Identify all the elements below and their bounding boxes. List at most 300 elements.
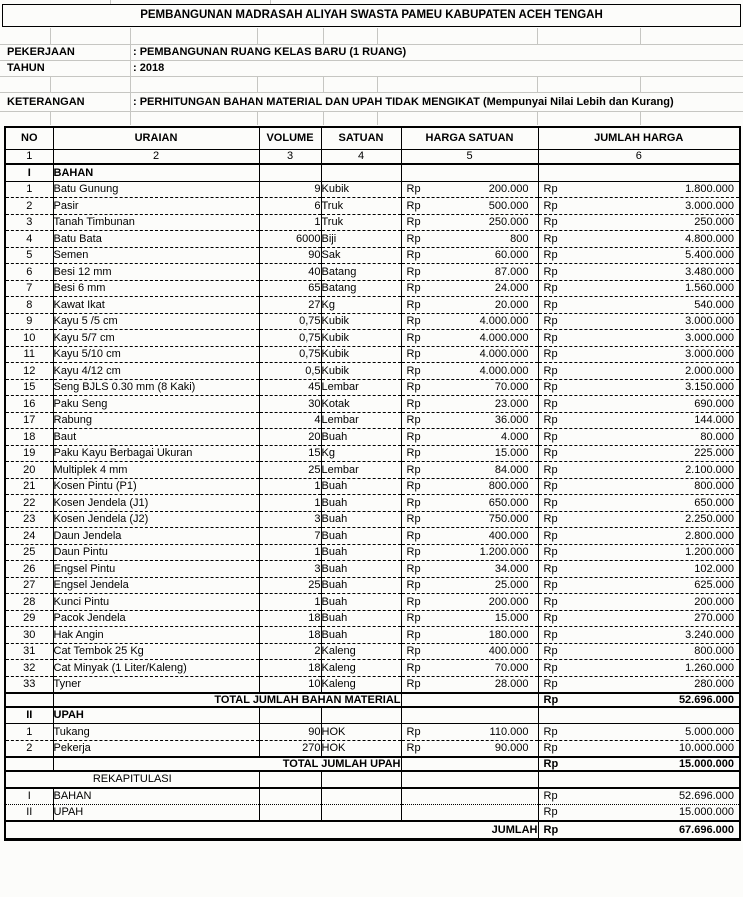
volume-cell: 7 — [259, 528, 321, 545]
empty-cell — [538, 707, 740, 724]
gridline — [377, 28, 378, 44]
row-number: 18 — [5, 429, 53, 446]
harga-satuan-cell — [401, 445, 538, 462]
jumlah-harga-cell — [538, 346, 740, 363]
currency-label: Rp — [406, 496, 421, 509]
uraian-cell: Tyner — [53, 676, 259, 693]
money-wrap — [402, 249, 538, 261]
empty-cell — [321, 804, 401, 821]
currency-label: Rp — [406, 183, 421, 196]
jumlah-harga-cell — [538, 214, 740, 231]
harga-satuan-cell — [401, 544, 538, 561]
jumlah-harga-cell — [538, 577, 740, 594]
currency-label: Rp — [543, 282, 558, 295]
tahun-value: : 2018 — [133, 62, 165, 74]
pekerjaan-value: : PEMBANGUNAN RUANG KELAS BARU (1 RUANG) — [133, 46, 407, 58]
currency-label: Rp — [406, 480, 421, 493]
amount-value: 4.800.000 — [685, 232, 734, 245]
volume-cell: 15 — [259, 445, 321, 462]
amount-value: 3.000.000 — [685, 315, 734, 328]
table-row — [5, 660, 740, 677]
currency-label: Rp — [543, 790, 558, 802]
harga-satuan-cell — [401, 643, 538, 660]
section-header-row — [5, 707, 740, 724]
table-row — [5, 594, 740, 611]
satuan-cell: Biji — [321, 231, 401, 248]
amount-value: 400.000 — [488, 645, 529, 658]
currency-label: Rp — [543, 397, 558, 410]
harga-satuan-cell — [401, 495, 538, 512]
amount-value: 1.200.000 — [685, 546, 734, 559]
section-total-value — [538, 693, 740, 707]
satuan-cell: Kotak — [321, 396, 401, 413]
table-row — [5, 478, 740, 495]
section-number: I — [5, 164, 53, 181]
jumlah-harga-cell — [538, 561, 740, 578]
currency-label: Rp — [543, 249, 558, 262]
table-header-row — [5, 127, 740, 149]
meta-row-pekerjaan — [0, 44, 743, 60]
header-volume: VOLUME — [259, 127, 321, 149]
jumlah-harga-cell — [538, 313, 740, 330]
amount-value: 90.000 — [494, 742, 529, 754]
money-wrap — [539, 742, 740, 754]
empty-cell — [321, 164, 401, 181]
amount-value: 87.000 — [494, 265, 529, 278]
satuan-cell: Batang — [321, 264, 401, 281]
row-number: 1 — [5, 181, 53, 198]
currency-label: Rp — [406, 249, 421, 262]
currency-label: Rp — [543, 496, 558, 509]
volume-cell: 18 — [259, 610, 321, 627]
amount-value: 84.000 — [494, 463, 529, 476]
harga-satuan-cell — [401, 724, 538, 741]
row-number: 28 — [5, 594, 53, 611]
jumlah-harga-cell — [538, 247, 740, 264]
pekerjaan-label: PEKERJAAN — [7, 46, 75, 58]
row-number: 10 — [5, 330, 53, 347]
satuan-cell: Kaleng — [321, 660, 401, 677]
harga-satuan-cell — [401, 429, 538, 446]
money-wrap — [539, 563, 740, 575]
amount-value: 34.000 — [494, 562, 529, 575]
currency-label: Rp — [406, 199, 421, 212]
uraian-cell: Paku Kayu Berbagai Ukuran — [53, 445, 259, 462]
money-wrap — [402, 497, 538, 509]
money-wrap — [402, 546, 538, 558]
currency-label: Rp — [543, 513, 558, 526]
amount-value: 3.000.000 — [685, 331, 734, 344]
harga-satuan-cell — [401, 740, 538, 757]
uraian-cell: Besi 6 mm — [53, 280, 259, 297]
empty-cell — [538, 164, 740, 181]
column-number: 2 — [53, 149, 259, 164]
row-number: 22 — [5, 495, 53, 512]
keterangan-value: : PERHITUNGAN BAHAN MATERIAL DAN UPAH TIDAK MENGIKAT (Mempunyai Nilai Lebih dan Kurang) — [133, 96, 674, 108]
volume-cell: 0,5 — [259, 363, 321, 380]
row-number: 32 — [5, 660, 53, 677]
currency-label: Rp — [406, 628, 421, 641]
currency-label: Rp — [543, 645, 558, 658]
header-no: NO — [5, 127, 53, 149]
money-wrap — [539, 824, 740, 836]
amount-value: 3.240.000 — [685, 628, 734, 641]
gridline — [130, 60, 131, 76]
uraian-cell: Kayu 5/7 cm — [53, 330, 259, 347]
row-number: 24 — [5, 528, 53, 545]
satuan-cell: Buah — [321, 478, 401, 495]
money-wrap — [539, 497, 740, 509]
row-number: 26 — [5, 561, 53, 578]
header-uraian: URAIAN — [53, 127, 259, 149]
money-wrap — [539, 530, 740, 542]
row-number: 20 — [5, 462, 53, 479]
volume-cell: 30 — [259, 396, 321, 413]
amount-value: 28.000 — [494, 678, 529, 690]
money-wrap — [539, 315, 740, 327]
meta-row-tahun — [0, 60, 743, 76]
currency-label: Rp — [543, 315, 558, 328]
money-wrap — [539, 662, 740, 674]
amount-value: 25.000 — [494, 579, 529, 592]
volume-cell: 1 — [259, 495, 321, 512]
amount-value: 67.696.000 — [678, 823, 734, 836]
table-row — [5, 577, 740, 594]
money-wrap — [402, 645, 538, 657]
jumlah-harga-cell — [538, 724, 740, 741]
empty-cell — [401, 707, 538, 724]
currency-label: Rp — [543, 823, 559, 836]
money-wrap — [402, 332, 538, 344]
currency-label: Rp — [406, 381, 421, 394]
money-wrap — [402, 299, 538, 311]
volume-cell: 90 — [259, 247, 321, 264]
column-number: 5 — [401, 149, 538, 164]
money-wrap — [402, 596, 538, 608]
amount-value: 180.000 — [488, 628, 529, 641]
jumlah-harga-cell — [538, 643, 740, 660]
money-wrap — [539, 266, 740, 278]
money-wrap — [402, 579, 538, 591]
currency-label: Rp — [543, 693, 559, 706]
jumlah-harga-cell — [538, 462, 740, 479]
row-number: 3 — [5, 214, 53, 231]
uraian-cell: Kosen Jendela (J1) — [53, 495, 259, 512]
gridline — [0, 111, 743, 112]
money-wrap — [402, 282, 538, 294]
currency-label: Rp — [406, 529, 421, 542]
money-wrap — [539, 398, 740, 410]
currency-label: Rp — [406, 678, 421, 690]
table-row — [5, 429, 740, 446]
grand-total-value — [538, 821, 740, 840]
amount-value: 4.000.000 — [479, 364, 529, 377]
volume-cell: 2 — [259, 643, 321, 660]
money-wrap — [539, 332, 740, 344]
money-wrap — [402, 742, 538, 754]
tahun-label: TAHUN — [7, 62, 45, 74]
amount-value: 225.000 — [694, 447, 734, 460]
amount-value: 102.000 — [694, 562, 734, 575]
currency-label: Rp — [543, 757, 559, 770]
satuan-cell: Lembar — [321, 462, 401, 479]
satuan-cell: Lembar — [321, 379, 401, 396]
currency-label: Rp — [543, 661, 558, 674]
money-wrap — [539, 233, 740, 245]
amount-value: 60.000 — [494, 249, 529, 262]
currency-label: Rp — [406, 232, 421, 245]
harga-satuan-cell — [401, 231, 538, 248]
volume-cell: 1 — [259, 214, 321, 231]
amount-value: 15.000 — [494, 447, 529, 460]
currency-label: Rp — [543, 265, 558, 278]
gridline — [50, 111, 51, 125]
currency-label: Rp — [543, 348, 558, 361]
harga-satuan-cell — [401, 264, 538, 281]
gridline — [130, 92, 131, 111]
uraian-cell: Hak Angin — [53, 627, 259, 644]
uraian-cell: Kunci Pintu — [53, 594, 259, 611]
jumlah-harga-cell — [538, 660, 740, 677]
currency-label: Rp — [406, 348, 421, 361]
amount-value: 200.000 — [694, 595, 734, 608]
amount-value: 20.000 — [494, 298, 529, 311]
currency-label: Rp — [406, 595, 421, 608]
empty-cell — [401, 164, 538, 181]
amount-value: 5.400.000 — [685, 249, 734, 262]
money-wrap — [539, 629, 740, 641]
amount-value: 52.696.000 — [678, 790, 734, 802]
satuan-cell: Buah — [321, 627, 401, 644]
amount-value: 400.000 — [488, 529, 529, 542]
money-wrap — [402, 464, 538, 476]
amount-value: 4.000.000 — [479, 348, 529, 361]
empty-cell — [259, 707, 321, 724]
table-row — [5, 676, 740, 693]
uraian-cell: Batu Bata — [53, 231, 259, 248]
volume-cell: 4 — [259, 412, 321, 429]
uraian-cell: Besi 12 mm — [53, 264, 259, 281]
jumlah-harga-cell — [538, 198, 740, 215]
harga-satuan-cell — [401, 280, 538, 297]
harga-satuan-cell — [401, 363, 538, 380]
table-row — [5, 462, 740, 479]
volume-cell: 0,75 — [259, 346, 321, 363]
amount-value: 2.800.000 — [685, 529, 734, 542]
header-jumlah-harga: JUMLAH HARGA — [538, 127, 740, 149]
gridline — [130, 111, 131, 125]
amount-value: 200.000 — [488, 183, 529, 196]
amount-value: 625.000 — [694, 579, 734, 592]
amount-value: 1.560.000 — [685, 282, 734, 295]
gridline — [377, 111, 378, 125]
currency-label: Rp — [406, 414, 421, 427]
money-wrap — [539, 365, 740, 377]
rekap-number: II — [5, 804, 53, 821]
volume-cell: 45 — [259, 379, 321, 396]
empty-cell — [259, 788, 321, 805]
row-number: 21 — [5, 478, 53, 495]
harga-satuan-cell — [401, 396, 538, 413]
amount-value: 1.260.000 — [685, 661, 734, 674]
document-title: PEMBANGUNAN MADRASAH ALIYAH SWASTA PAMEU KABUPATEN ACEH TENGAH — [2, 4, 741, 27]
amount-value: 4.000.000 — [479, 315, 529, 328]
money-wrap — [402, 266, 538, 278]
table-row — [5, 561, 740, 578]
table-row — [5, 346, 740, 363]
currency-label: Rp — [543, 806, 558, 818]
money-wrap — [402, 381, 538, 393]
harga-satuan-cell — [401, 247, 538, 264]
uraian-cell: Pasir — [53, 198, 259, 215]
jumlah-harga-cell — [538, 740, 740, 757]
gridline — [50, 76, 51, 92]
currency-label: Rp — [406, 282, 421, 295]
money-wrap — [539, 694, 740, 706]
document-header — [0, 0, 743, 126]
row-number: 16 — [5, 396, 53, 413]
column-number: 4 — [321, 149, 401, 164]
jumlah-harga-cell — [538, 396, 740, 413]
amount-value: 15.000.000 — [678, 806, 734, 818]
satuan-cell: Truk — [321, 198, 401, 215]
section-name: BAHAN — [53, 164, 259, 181]
money-wrap — [539, 726, 740, 738]
amount-value: 650.000 — [694, 496, 734, 509]
money-wrap — [539, 480, 740, 492]
currency-label: Rp — [406, 298, 421, 311]
money-wrap — [539, 806, 740, 818]
table-row — [5, 297, 740, 314]
volume-cell: 1 — [259, 544, 321, 561]
gridline — [537, 76, 538, 92]
row-number: 23 — [5, 511, 53, 528]
currency-label: Rp — [406, 546, 421, 559]
currency-label: Rp — [543, 463, 558, 476]
satuan-cell: Lembar — [321, 412, 401, 429]
amount-value: 4.000 — [500, 430, 529, 443]
uraian-cell: Kawat Ikat — [53, 297, 259, 314]
currency-label: Rp — [406, 661, 421, 674]
currency-label: Rp — [543, 529, 558, 542]
table-row — [5, 412, 740, 429]
currency-label: Rp — [543, 480, 558, 493]
amount-value: 15.000.000 — [678, 757, 734, 770]
row-number: 11 — [5, 346, 53, 363]
row-number: 30 — [5, 627, 53, 644]
harga-satuan-cell — [401, 198, 538, 215]
volume-cell: 3 — [259, 511, 321, 528]
uraian-cell: Seng BJLS 0.30 mm (8 Kaki) — [53, 379, 259, 396]
amount-value: 2.250.000 — [685, 513, 734, 526]
amount-value: 2.100.000 — [685, 463, 734, 476]
gridline — [537, 111, 538, 125]
gridline — [50, 28, 51, 44]
rab-table — [4, 126, 741, 841]
volume-cell: 6 — [259, 198, 321, 215]
satuan-cell: Kg — [321, 445, 401, 462]
amount-value: 1.200.000 — [479, 546, 529, 559]
uraian-cell: Tanah Timbunan — [53, 214, 259, 231]
harga-satuan-cell — [401, 379, 538, 396]
currency-label: Rp — [543, 447, 558, 460]
gridline — [640, 28, 641, 44]
table-row — [5, 396, 740, 413]
satuan-cell: Truk — [321, 214, 401, 231]
jumlah-harga-cell — [538, 495, 740, 512]
uraian-cell: Engsel Pintu — [53, 561, 259, 578]
gridline — [640, 76, 641, 92]
volume-cell: 27 — [259, 297, 321, 314]
money-wrap — [402, 629, 538, 641]
amount-value: 800.000 — [694, 645, 734, 658]
money-wrap — [539, 414, 740, 426]
rekap-title: REKAPITULASI — [5, 771, 259, 788]
jumlah-harga-cell — [538, 511, 740, 528]
row-number: 33 — [5, 676, 53, 693]
money-wrap — [539, 249, 740, 261]
amount-value: 15.000 — [494, 612, 529, 625]
table-row — [5, 544, 740, 561]
uraian-cell: Engsel Jendela — [53, 577, 259, 594]
harga-satuan-cell — [401, 561, 538, 578]
money-wrap — [402, 612, 538, 624]
jumlah-harga-cell — [538, 363, 740, 380]
money-wrap — [539, 348, 740, 360]
section-number: II — [5, 707, 53, 724]
rekap-number: I — [5, 788, 53, 805]
row-number: 8 — [5, 297, 53, 314]
section-header-row — [5, 164, 740, 181]
uraian-cell: Baut — [53, 429, 259, 446]
empty-cell — [401, 757, 538, 771]
volume-cell: 10 — [259, 676, 321, 693]
row-number: 5 — [5, 247, 53, 264]
jumlah-harga-cell — [538, 412, 740, 429]
uraian-cell: Pekerja — [53, 740, 259, 757]
table-row — [5, 280, 740, 297]
row-number: 25 — [5, 544, 53, 561]
currency-label: Rp — [543, 579, 558, 592]
money-wrap — [402, 216, 538, 228]
gridline — [257, 76, 258, 92]
money-wrap — [402, 530, 538, 542]
harga-satuan-cell — [401, 412, 538, 429]
amount-value: 750.000 — [488, 513, 529, 526]
money-wrap — [402, 414, 538, 426]
harga-satuan-cell — [401, 594, 538, 611]
empty-cell — [259, 771, 321, 788]
amount-value: 3.150.000 — [685, 381, 734, 394]
amount-value: 3.000.000 — [685, 199, 734, 212]
volume-cell: 1 — [259, 594, 321, 611]
money-wrap — [402, 678, 538, 690]
currency-label: Rp — [543, 725, 558, 738]
table-row — [5, 379, 740, 396]
uraian-cell: Multiplek 4 mm — [53, 462, 259, 479]
amount-value: 250.000 — [694, 216, 734, 229]
money-wrap — [402, 662, 538, 674]
jumlah-harga-cell — [538, 297, 740, 314]
empty-cell — [321, 788, 401, 805]
money-wrap — [539, 282, 740, 294]
table-row — [5, 214, 740, 231]
harga-satuan-cell — [401, 676, 538, 693]
rekap-name: UPAH — [53, 804, 259, 821]
currency-label: Rp — [543, 742, 558, 754]
currency-label: Rp — [543, 364, 558, 377]
satuan-cell: Buah — [321, 610, 401, 627]
